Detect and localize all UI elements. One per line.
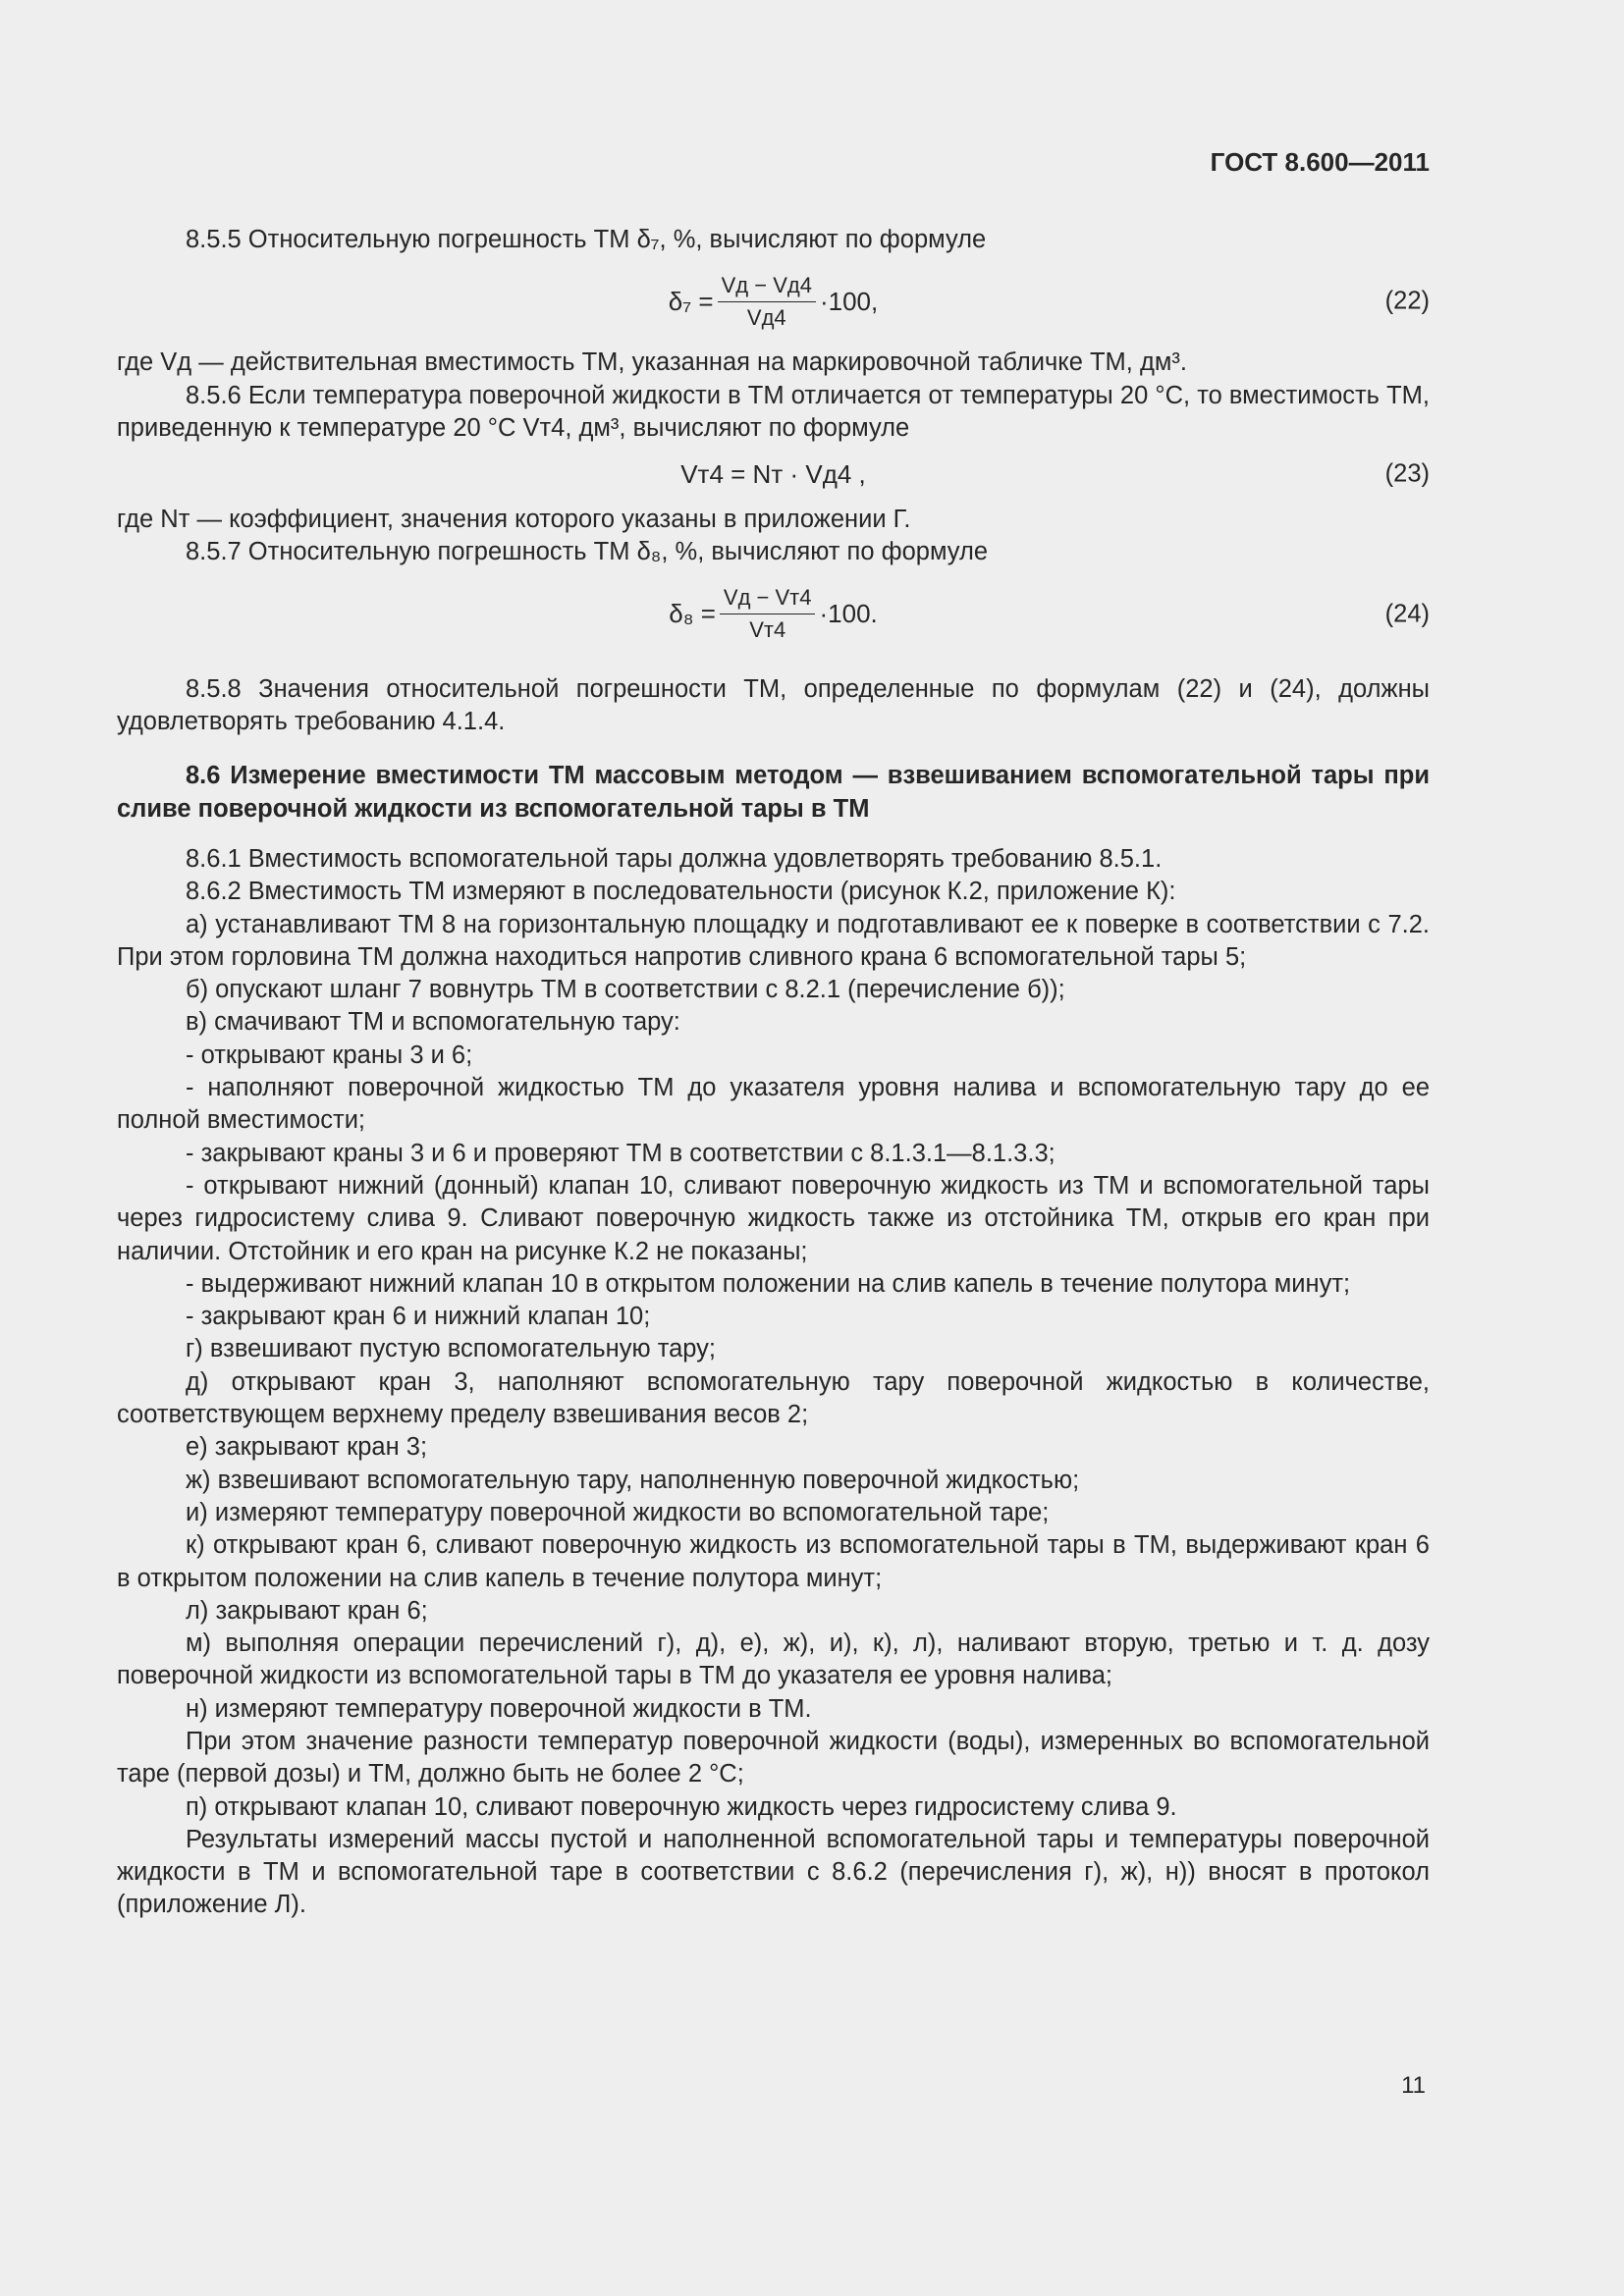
page-content (117, 224, 1430, 1922)
list-item-v-1: - открывают краны 3 и 6; (186, 1041, 473, 1069)
formula-24-lhs: δ₈ = (669, 599, 716, 629)
list-item-b: б) опускают шланг 7 вовнутрь ТМ в соответствии с 8.2.1 (перечисление б)); (186, 976, 1065, 1004)
para-8-5-6: 8.5.6 Если температура поверочной жидкости в ТМ отличается от температуры 20 °С, то вместимость ТМ, приведенную к температуре 20 °С Vт4, дм³, вычисляют по формуле (117, 381, 1430, 442)
list-item-n: н) измеряют температуру поверочной жидкости в ТМ. (186, 1694, 812, 1723)
spacer (117, 660, 1430, 673)
formula-23-number: (23) (1384, 459, 1430, 488)
where-nt: где Nт — коэффициент, значения которого указаны в приложении Г. (117, 506, 911, 534)
list-item-g: г) взвешивают пустую вспомогательную тару; (186, 1335, 717, 1363)
list-item-a: а) устанавливают ТМ 8 на горизонтальную площадку и подготавливают ее к поверке в соответствии с 7.2. При этом горловина ТМ должна находиться напротив сливного крана 6 вспомогательной тары 5; (117, 910, 1430, 971)
list-item-i: и) измеряют температуру поверочной жидкости во вспомогательной таре; (186, 1498, 1050, 1526)
list-item-v-3: - закрывают краны 3 и 6 и проверяют ТМ в соответствии с 8.1.3.1—8.1.3.3; (186, 1139, 1056, 1167)
standard-code-header: ГОСТ 8.600—2011 (1210, 147, 1430, 177)
list-item-v-6: - закрывают кран 6 и нижний клапан 10; (186, 1303, 651, 1331)
list-item-e: е) закрывают кран 3; (186, 1433, 428, 1462)
para-8-5-8: 8.5.8 Значения относительной погрешности ТМ, определенные по формулам (22) и (24), должны удовлетворять требованию 4.1.4. (117, 674, 1430, 736)
results-paragraph: Результаты измерений массы пустой и наполненной вспомогательной тары и температуры поверочной жидкости в ТМ и вспомогательной таре в соответствии с 8.6.2 (перечисления г), ж), н)) вносят в протокол (приложение Л). (117, 1825, 1430, 1919)
formula-24-fraction (720, 584, 816, 644)
list-item-m: м) выполняя операции перечислений г), д), е), ж), и), к), л), наливают вторую, третью и т. д. дозу поверочной жидкости из вспомогательной тары в ТМ до указателя ее уровня налива; (117, 1629, 1430, 1690)
where-vd: где Vд — действительная вместимость ТМ, указанная на маркировочной табличке ТМ, дм³. (117, 348, 1187, 377)
section-heading-8-6: 8.6 Измерение вместимости ТМ массовым методом — взвешиванием вспомогательной тары при сливе поверочной жидкости из вспомогательной тары в ТМ (117, 762, 1430, 823)
list-item-p: п) открывают клапан 10, сливают поверочную жидкость через гидросистему слива 9. (186, 1792, 1177, 1821)
formula-24-expression (117, 569, 1430, 660)
para-8-6-1: 8.6.1 Вместимость вспомогательной тары должна удовлетворять требованию 8.5.1. (186, 844, 1163, 873)
formula-23 (117, 445, 1430, 504)
formula-22-denominator: Vд4 (746, 304, 786, 330)
list-item-v-5: - выдерживают нижний клапан 10 в открытом положении на слив капель в течение полутора минут; (186, 1269, 1351, 1298)
page-number: 11 (1401, 2072, 1426, 2099)
formula-22-lhs: δ₇ = (668, 286, 714, 316)
list-item-d: д) открывают кран 3, наполняют вспомогательную тару поверочной жидкостью в количестве, соответствующем верхнему пределу взвешивания весов 2; (117, 1367, 1430, 1429)
formula-22-numerator: Vд − Vд4 (718, 272, 816, 302)
para-8-5-5: 8.5.5 Относительную погрешность ТМ δ₇, %, вычисляют по формуле (186, 226, 987, 253)
temperature-note: При этом значение разности температур поверочной жидкости (воды), измеренных во вспомогательной таре (первой дозы) и ТМ, должно быть не более 2 °С; (117, 1727, 1430, 1789)
formula-24 (117, 569, 1430, 660)
para-8-5-7: 8.5.7 Относительную погрешность ТМ δ₈, %, вычисляют по формуле (186, 538, 989, 566)
formula-22-rhs: ·100, (819, 286, 879, 316)
formula-24-numerator: Vд − Vт4 (720, 584, 816, 614)
formula-24-rhs: ·100. (819, 599, 878, 629)
list-item-l: л) закрывают кран 6; (186, 1596, 428, 1625)
formula-22-expression (117, 256, 1430, 347)
formula-22-fraction (718, 272, 816, 332)
spacer (117, 738, 1430, 760)
formula-23-expression: Vт4 = Nт · Vд4 , (680, 458, 866, 489)
list-item-v: в) смачивают ТМ и вспомогательную тару: (186, 1008, 680, 1037)
list-item-zh: ж) взвешивают вспомогательную тару, наполненную поверочной жидкостью; (186, 1466, 1080, 1494)
spacer (117, 826, 1430, 843)
formula-22 (117, 256, 1430, 347)
formula-24-number: (24) (1384, 600, 1430, 628)
list-item-v-4: - открывают нижний (донный) клапан 10, сливают поверочную жидкость из ТМ и вспомогательной тары через гидросистему слива 9. Сливают поверочную жидкость также из отстойника ТМ, открыв его кран при наличии. Отстойник и его кран на рисунке К.2 не показаны; (117, 1171, 1430, 1265)
list-item-k: к) открывают кран 6, сливают поверочную жидкость из вспомогательной тары в ТМ, выдерживают кран 6 в открытом положении на слив капель в течение полутора минут; (117, 1531, 1430, 1592)
formula-24-denominator: Vт4 (749, 617, 786, 643)
formula-22-number: (22) (1384, 287, 1430, 315)
list-item-v-2: - наполняют поверочной жидкостью ТМ до указателя уровня налива и вспомогательную тару до ее полной вместимости; (117, 1074, 1430, 1135)
para-8-6-2: 8.6.2 Вместимость ТМ измеряют в последовательности (рисунок К.2, приложение К): (186, 878, 1176, 906)
